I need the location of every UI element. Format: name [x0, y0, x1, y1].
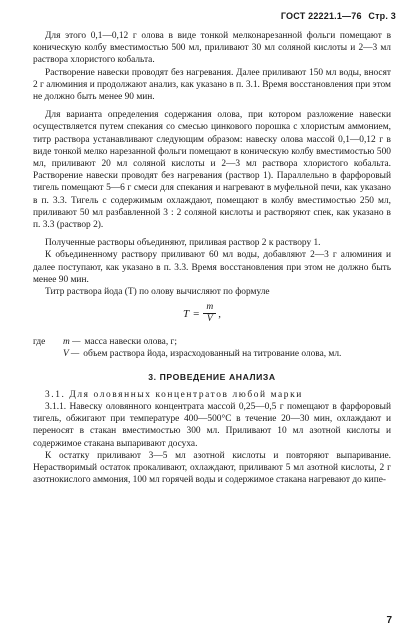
page-header	[281, 10, 396, 22]
section-title: 3. ПРОВЕДЕНИЕ АНАЛИЗА	[148, 371, 276, 382]
header-page-label: Стр. 3	[368, 11, 396, 21]
subsection-heading: 3.1. Для оловянных концентратов любой марки	[45, 389, 303, 400]
paragraph-ore-sample: 3.1.1. Навеску оловянного концентрата массой 0,25—0,5 г помещают в фарфоровый тигель, обжигают при температуре 400—500°С в течение 20—30 мин, охлаждают и переносят в стакан вместимостью 300 мл. Приливают 10 мл азотной кислоты и содержимое стакана выпаривают досуха.	[33, 402, 391, 449]
formula-lhs: T	[183, 307, 190, 320]
paragraph-residue: К остатку приливают 3—5 мл азотной кислоты и повторяют выпаривание. Нерастворимый остаток прокаливают, охлаждают, приливают 5 мл азотной кислоты, 2 г азотнокислого аммония, 100 мл горячей воды и содержимое стакана нагревают до кипе-	[33, 450, 391, 486]
standard-code: ГОСТ 22221.1—76	[280, 11, 362, 21]
legend-prefix: где	[33, 337, 46, 348]
paragraph-titer-intro: Титр раствора йода (T) по олову вычисляют по формуле	[45, 287, 270, 298]
legend-item-mass	[33, 336, 391, 348]
paragraph-dissolution: Растворение навески проводят без нагревания. Далее приливают 150 мл воды, вносят 2 г алюминия и продолжают анализ, как указано в п. 3.1. Время восстановления при этом не должно быть менее 90 мин.	[33, 67, 391, 103]
paragraph-sintering-variant: Для варианта определения содержания олова, при котором разложение навески осуществляется путем спекания со смесью цинкового порошка с хлористым аммонием, титр раствора устанавливают следующим образом: навеску олова массой 0,1—0,12 г в виде тонкой мелко нарезанной фольги помещают в коническую колбу вместимостью 500 мл, приливают 20 мл соляной кислоты и 2—3 мл раствора хлористого кобальта. Растворение навески проводят без нагревания (раствор 1). Параллельно в фарфоровый тигель помещают 5—6 г смеси для спекания и нагревают в муфельной печи, как указано в п. 3.3. Тигель с содержимым охлаждают, помещают в колбу вместимостью 250 мл, приливают 50 мл разбавленной 3 : 2 соляной кислоты и растворяют спек, как указано в п. 3.3 (раствор 2).	[33, 110, 391, 231]
page-number: 7	[386, 614, 392, 626]
legend-item-volume	[33, 348, 391, 360]
legend-symbol-v: V —	[63, 349, 80, 360]
formula-fraction	[203, 302, 216, 325]
legend-prefix-empty	[33, 348, 63, 360]
legend-text-mass: масса навески олова, г;	[84, 337, 177, 348]
titer-formula-row	[33, 302, 391, 334]
formula-denominator: V	[206, 314, 213, 325]
formula-comma: ,	[218, 307, 221, 320]
paragraph-combine-solutions: Полученные растворы объединяют, приливая раствор 2 к раствору 1.	[45, 238, 321, 249]
legend-text-volume: объем раствора йода, израсходованный на титрование олова, мл.	[83, 349, 342, 360]
document-body	[33, 30, 391, 487]
titer-formula	[183, 302, 221, 325]
legend-symbol-m: m —	[63, 337, 81, 348]
formula-equals: =	[193, 307, 200, 320]
paragraph-tin-foil: Для этого 0,1—0,12 г олова в виде тонкой мелконарезанной фольги помещают в коническую колбу вместимостью 500 мл, приливают 30 мл соляной кислоты и 2—3 мл раствора хлористого кобальта.	[33, 31, 391, 66]
formula-numerator: m	[203, 302, 216, 314]
paragraph-add-water: К объединенному раствору приливают 60 мл воды, добавляют 2—3 г алюминия и далее поступают, как указано в п. 3.3. Время восстановления при этом не должно быть менее 90 мин.	[33, 250, 391, 285]
